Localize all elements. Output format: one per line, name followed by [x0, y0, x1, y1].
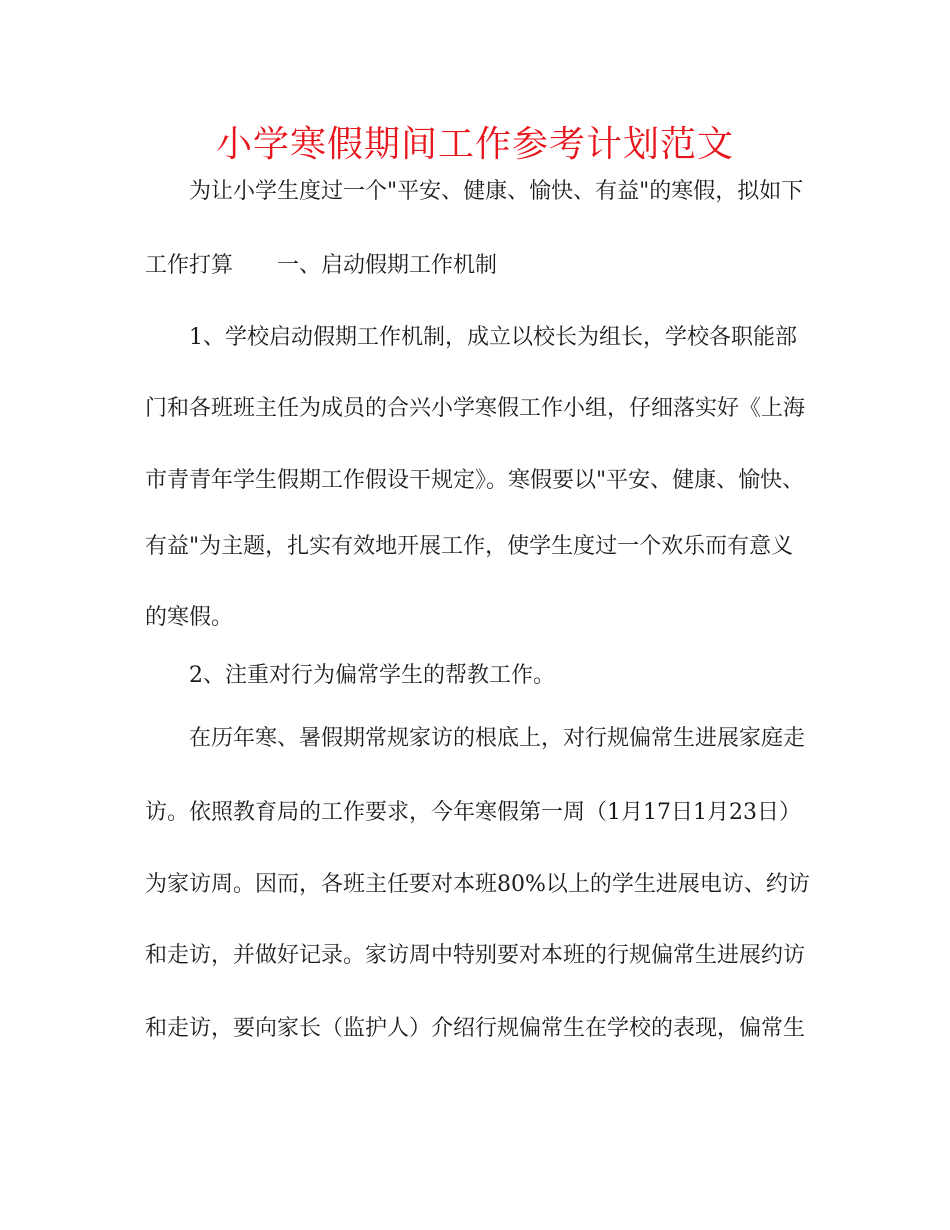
paragraph-line: 的寒假。	[145, 605, 234, 630]
paragraph-line: 市青青年学生假期工作假设干规定》。寒假要以"平安、健康、愉快、	[145, 468, 805, 493]
paragraph-line: 1、学校启动假期工作机制，成立以校长为组长，学校各职能部	[189, 325, 797, 350]
paragraph-line: 和走访，并做好记录。家访周中特别要对本班的行规偏常生进展约访	[145, 943, 806, 968]
paragraph-line: 门和各班班主任为成员的合兴小学寒假工作小组，仔细落实好《上海	[145, 396, 806, 421]
paragraph-line: 工作打算 一、启动假期工作机制	[145, 253, 498, 278]
document-title: 小学寒假期间工作参考计划范文	[215, 124, 734, 165]
paragraph-line: 有益"为主题，扎实有效地开展工作，使学生度过一个欢乐而有意义	[145, 534, 794, 559]
paragraph-line: 为家访周。因而，各班主任要对本班80%以上的学生进展电访、约访	[145, 872, 810, 897]
paragraph-line: 为让小学生度过一个"平安、健康、愉快、有益"的寒假，拟如下	[189, 179, 804, 204]
paragraph-line: 2、注重对行为偏常学生的帮教工作。	[189, 663, 555, 688]
paragraph-line: 访。依照教育局的工作要求，今年寒假第一周（1月17日1月23日）	[145, 800, 801, 825]
paragraph-line: 在历年寒、暑假期常规家访的根底上，对行规偏常生进展家庭走	[189, 726, 806, 751]
paragraph-line: 和走访，要向家长（监护人）介绍行规偏常生在学校的表现，偏常生	[145, 1016, 806, 1041]
